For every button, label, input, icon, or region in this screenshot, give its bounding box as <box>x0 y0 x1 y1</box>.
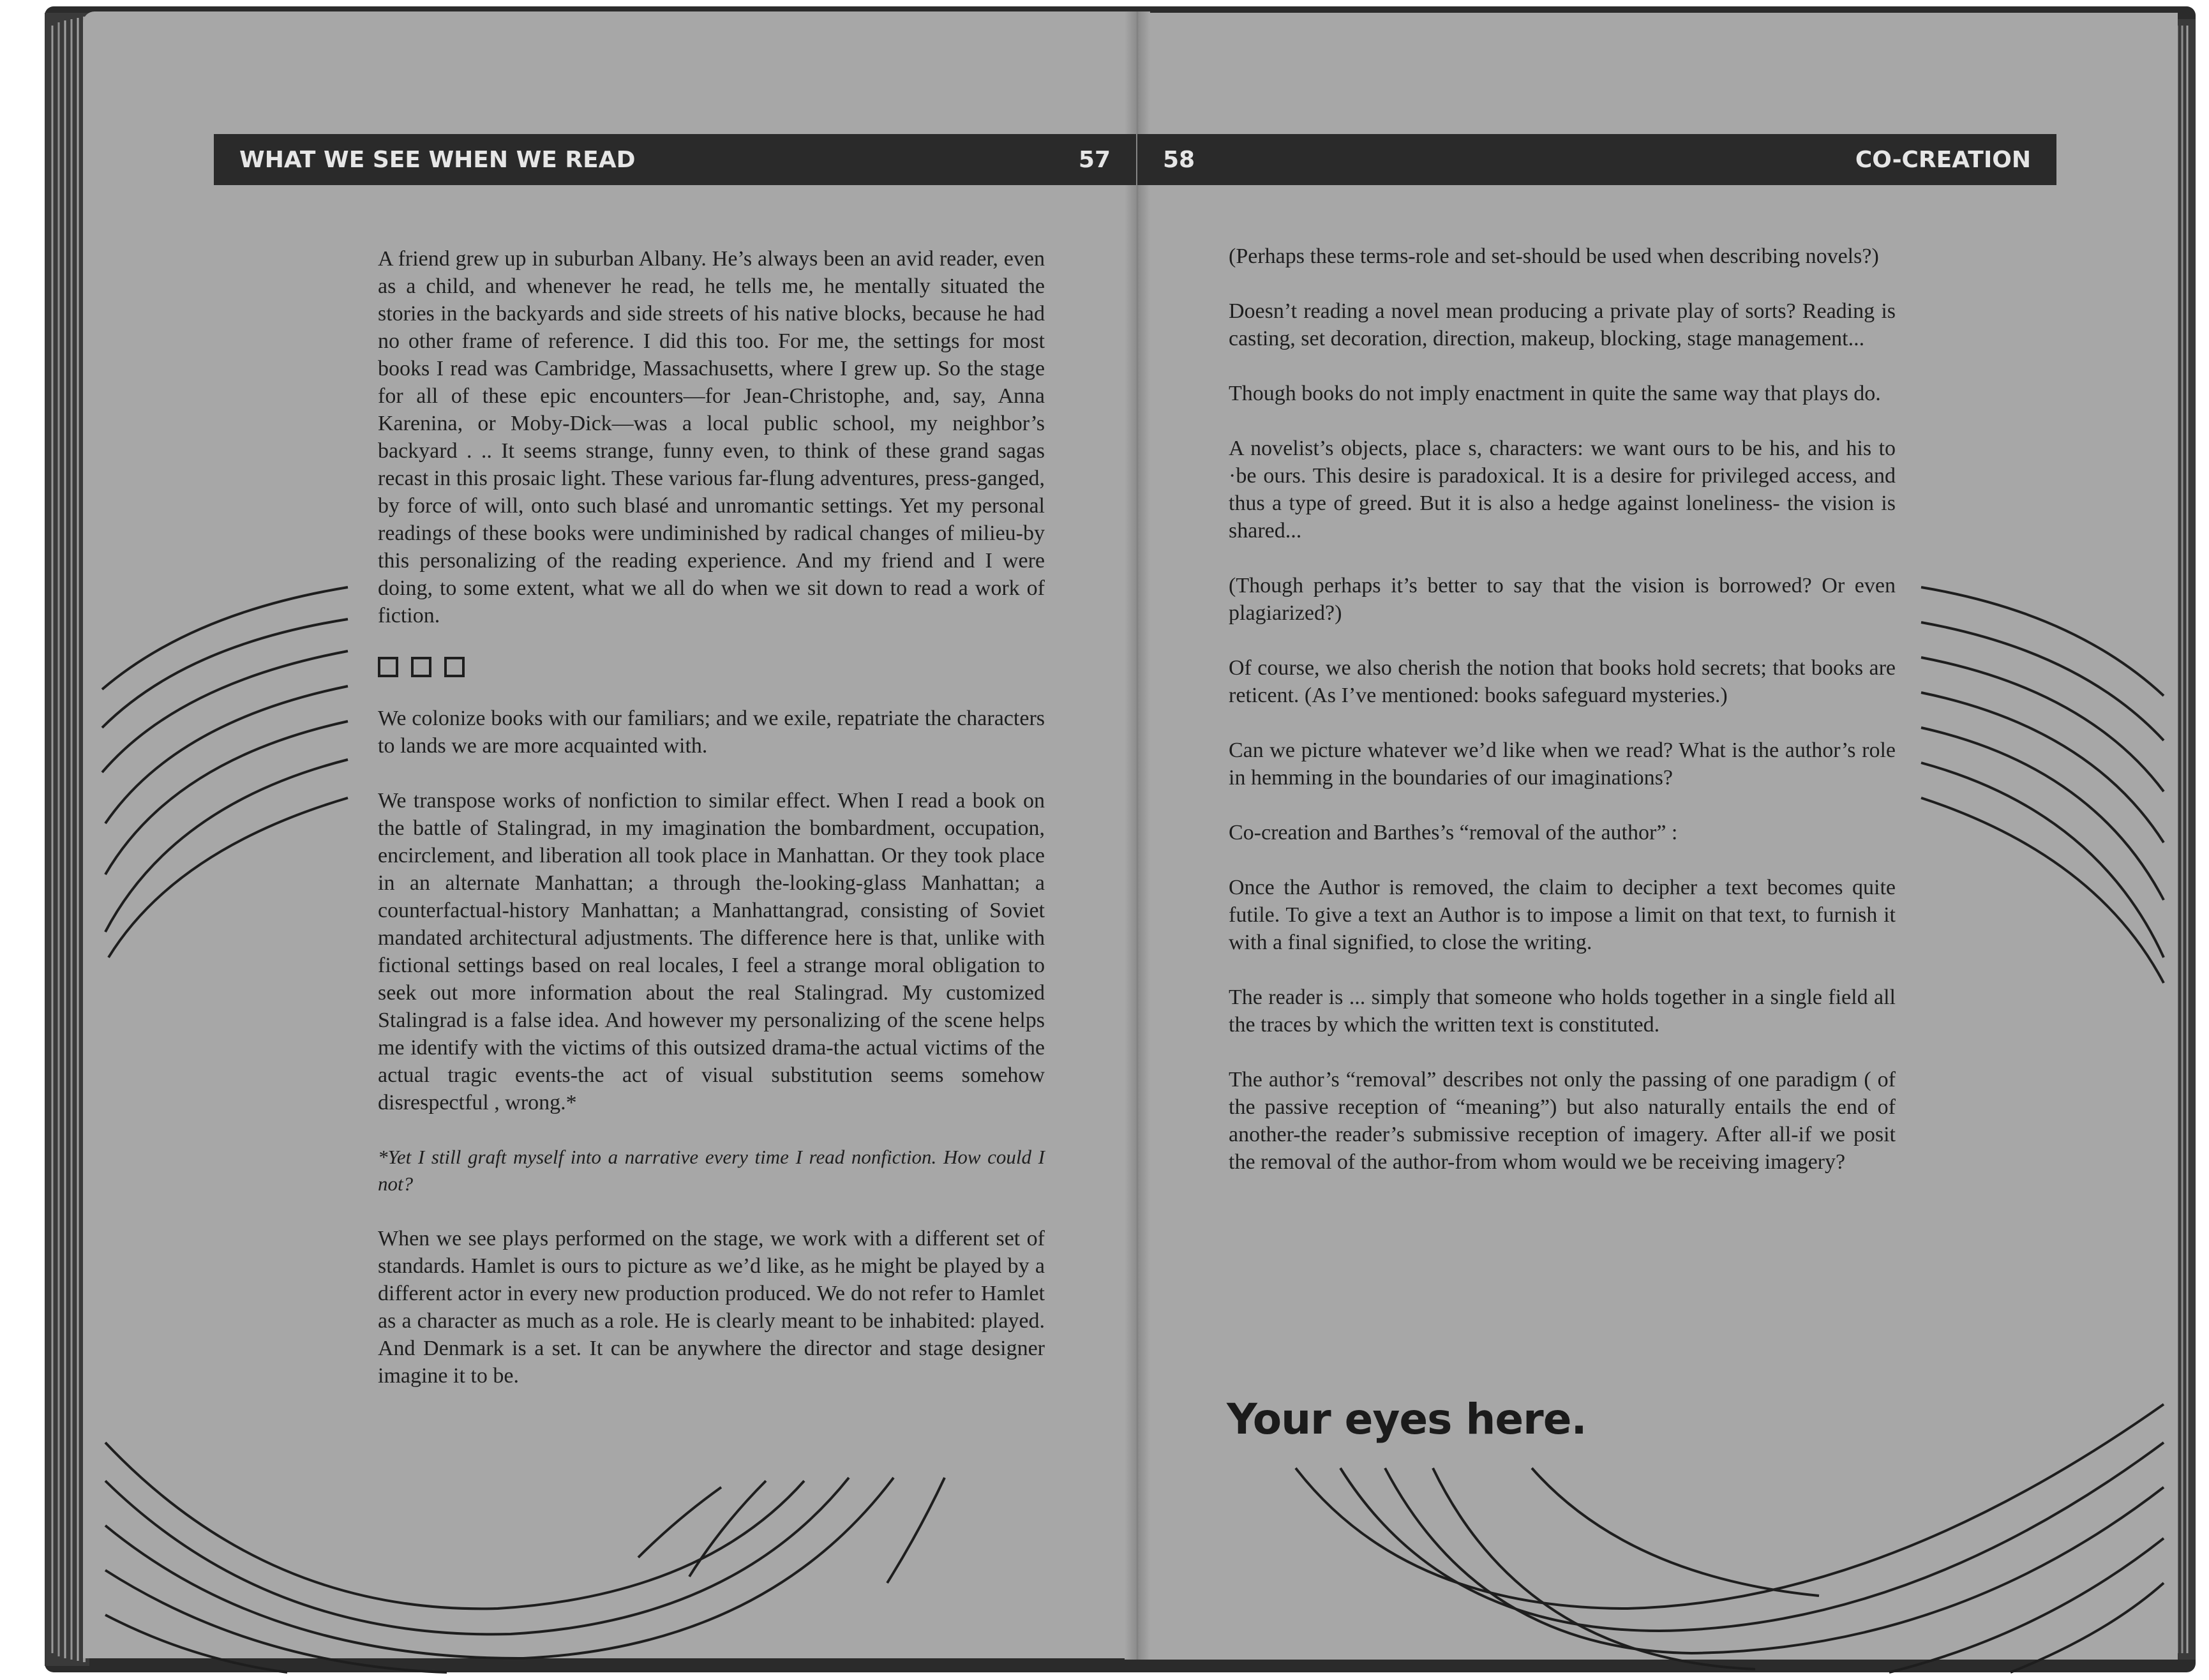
left-body-text <box>378 245 1045 1417</box>
paragraph: A novelist’s objects, place s, characters: we want ours to be his, and his to ·be ours. This desire is paradoxical. It is a desire for privileged access, and thus a type of greed. But it is also a hedge against loneliness- the vision is shared... <box>1229 437 1896 543</box>
right-arcs-upper <box>1921 587 2164 983</box>
paragraph: When we see plays performed on the stage, we work with a different set of standards. Hamlet is ours to picture as we’d like, as he might be played by a different actor in every new production produced. We do not refer to Hamlet as a character as much as a role. He is clearly meant to be inhabited: played. And Denmark is a set. It can be anywhere the director and stage designer imagine it to be. <box>378 1227 1045 1388</box>
left-running-header <box>214 134 1136 185</box>
tagline: Your eyes here. <box>1227 1395 1587 1444</box>
paragraph: A friend grew up in suburban Albany. He’s always been an avid reader, even as a child, and whenever he read, he tells me, he mentally situated the stories in the backyards and side streets of his native blocks, because he had no other frame of reference. I did this too. For me, the settings for most books I read was Cambridge, Massachusetts, where I grew up. So the stage for all of these epic encounters—for Jean-Christophe, and, say, Anna Karenina, or Moby-Dick—was a local public school, my neighbor’s backyard . .. It seems strange, funny even, to think of these grand sagas recast in this prosaic light. These various far-flung adventures, press-ganged, by force of will, onto such blasé and unromantic settings. Yet my personal readings of these books were undiminished by radical changes of milieu-by this personalizing of the reading experience. And my friend and I were doing, to some extent, what we all do when we sit down to read a work of fiction. <box>378 247 1045 627</box>
paragraph: Of course, we also cherish the notion that books hold secrets; that books are reticent. (As I’ve mentioned: books safeguard mysteries.) <box>1229 656 1896 707</box>
right-arcs-lower <box>1296 1404 2164 1672</box>
left-running-title: WHAT WE SEE WHEN WE READ <box>239 146 636 173</box>
paragraph: Though books do not imply enactment in quite the same way that plays do. <box>1229 382 1881 405</box>
right-running-header <box>1137 134 2056 185</box>
right-body-text <box>1229 243 1896 1203</box>
square-icon <box>378 657 398 677</box>
paragraph: Once the Author is removed, the claim to decipher a text becomes quite futile. To give a text an Author is to impose a limit on that text, to furnish it with a final signified, to close the writing. <box>1229 876 1896 954</box>
square-icon <box>444 657 465 677</box>
right-page-number: 58 <box>1163 146 1195 173</box>
paragraph: We transpose works of nonfiction to similar effect. When I read a book on the battle of Stalingrad, in my imagination the bombardment, occupation, encirclement, and liberation all took place in Manhattan. Or they took place in an alternate Manhattan; a through the-looking-glass Manhattan; a counterfactual-history Manhattan; a Manhattangrad, consisting of Soviet mandated architectural adjustments. The difference here is that, unlike with fictional settings based on real locales, I feel a strange moral obligation to seek out more information about the real Stalingrad. My customized Stalingrad is a false idea. And however my personalizing of the scene helps me identify with the victims of this outsized drama-the actual victims of the actual tragic events-the act of visual substitution seems somehow disrespectful , wrong.* <box>378 789 1045 1114</box>
paragraph: (Perhaps these terms-role and set-should be used when describing novels?) <box>1229 244 1879 268</box>
paragraph: The reader is ... simply that someone who holds together in a single field all the traces by which the written text is constituted. <box>1229 986 1896 1037</box>
left-arcs-lower <box>105 1443 945 1672</box>
left-page-number: 57 <box>1078 146 1111 173</box>
footnote: *Yet I still graft myself into a narrative every time I read nonfiction. How could I not? <box>378 1146 1045 1195</box>
paragraph: (Though perhaps it’s better to say that the vision is borrowed? Or even plagiarized?) <box>1229 574 1896 625</box>
paragraph: The author’s “removal” describes not only the passing of one paradigm ( of the passive reception of “meaning”) but also naturally entails the end of another-the reader’s submissive reception of imagery. After all-if we posit the removal of the author-from whom would we be receiving imagery? <box>1229 1068 1896 1174</box>
paragraph: Can we picture whatever we’d like when we read? What is the author’s role in hemming in the boundaries of our imaginations? <box>1229 739 1896 790</box>
section-break-boxes <box>378 657 1045 677</box>
paragraph: Doesn’t reading a novel mean producing a private play of sorts? Reading is casting, set decoration, direction, makeup, blocking, stage management... <box>1229 299 1896 350</box>
left-arcs-upper <box>102 587 348 957</box>
square-icon <box>411 657 431 677</box>
paragraph: Co-creation and Barthes’s “removal of the author” : <box>1229 821 1678 844</box>
paragraph: We colonize books with our familiars; and we exile, repatriate the characters to lands we are more acquainted with. <box>378 707 1045 758</box>
right-running-title: CO-CREATION <box>1855 146 2031 173</box>
